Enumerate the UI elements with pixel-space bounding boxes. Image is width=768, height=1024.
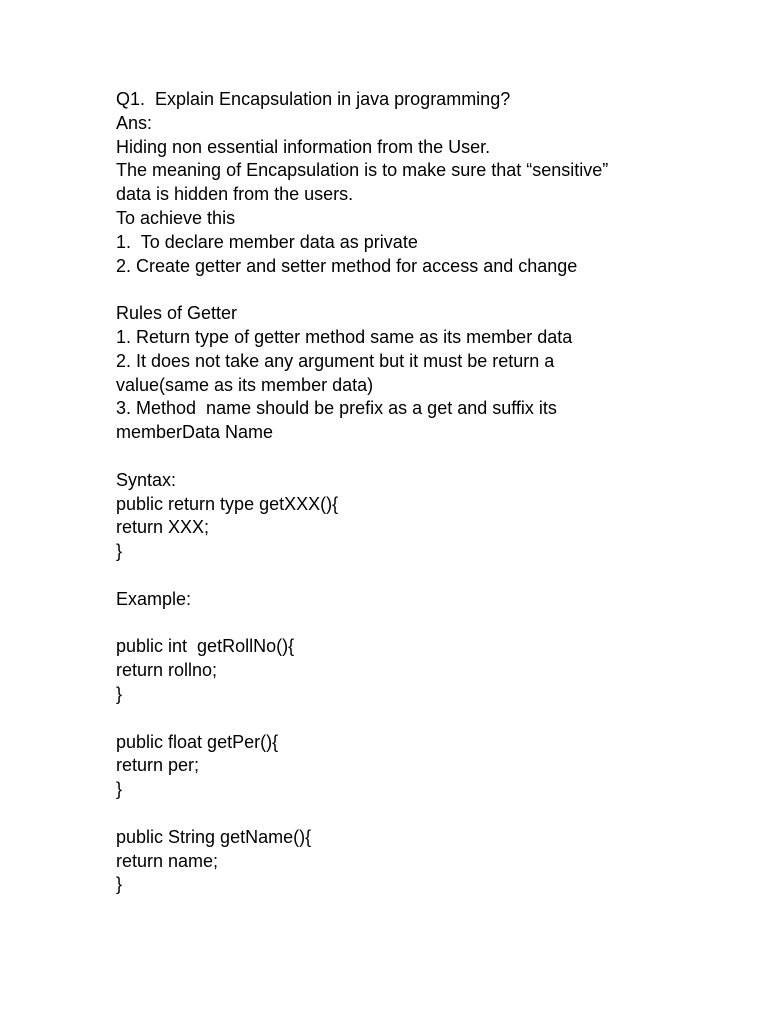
blank-line (116, 707, 676, 731)
document-body (116, 88, 676, 897)
code-line: public return type getXXX(){ (116, 493, 339, 514)
section-heading: Syntax: (116, 469, 177, 490)
blank-line (116, 445, 676, 469)
blank-line (116, 564, 676, 588)
code-line: public String getName(){ (116, 826, 312, 847)
list-item: 2. Create getter and setter method for access and change (116, 255, 578, 276)
list-item: 2. It does not take any argument but it must be return a (116, 350, 555, 371)
text-line: To achieve this (116, 207, 236, 228)
code-line: return XXX; (116, 517, 210, 538)
answer-label: Ans: (116, 112, 153, 133)
code-line: } (116, 683, 123, 704)
code-line: public float getPer(){ (116, 731, 279, 752)
list-item: 1. Return type of getter method same as its member data (116, 326, 573, 347)
code-line: return per; (116, 755, 200, 776)
list-item: 1. To declare member data as private (116, 231, 418, 252)
blank-line (116, 802, 676, 826)
code-line: public int getRollNo(){ (116, 636, 295, 657)
code-line: } (116, 779, 123, 800)
code-line: return rollno; (116, 660, 218, 681)
section-heading: Rules of Getter (116, 303, 238, 324)
section-heading: Example: (116, 588, 192, 609)
blank-line (116, 612, 676, 636)
text-line: Hiding non essential information from the User. (116, 136, 491, 157)
text-line: data is hidden from the users. (116, 184, 354, 205)
text-line: memberData Name (116, 422, 274, 443)
question-heading: Q1. Explain Encapsulation in java programming? (116, 89, 511, 109)
code-line: return name; (116, 850, 219, 871)
code-line: } (116, 874, 123, 895)
code-line: } (116, 541, 123, 562)
blank-line (116, 278, 676, 302)
list-item: 3. Method name should be prefix as a get and suffix its (116, 398, 557, 419)
text-line: The meaning of Encapsulation is to make sure that “sensitive” (116, 160, 609, 181)
text-line: value(same as its member data) (116, 374, 374, 395)
